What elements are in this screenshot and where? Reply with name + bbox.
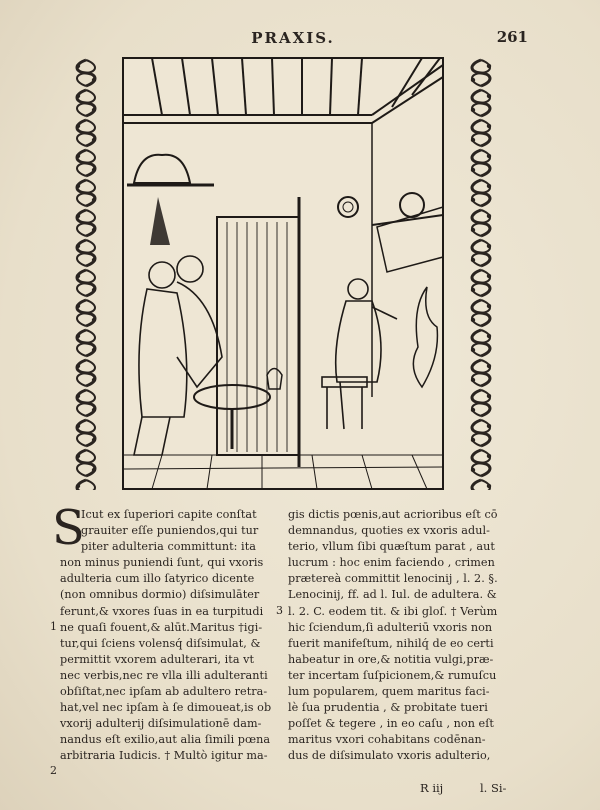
text-line: lucrum : hoc enim faciendo , crimen [288,556,495,570]
text-line: fuerit manifeſtum, nihilq́ de eo certi [288,636,494,650]
text-line: piter adulteria committunt: ita [81,540,256,554]
drop-capital: S [52,500,85,556]
text-line: terio, vllum ſibi quæſtum parat , aut [288,540,495,554]
text-line: obſiſtat,nec ipſam ab adultero retra- [60,685,268,699]
text-line: Lenocinij, ff. ad l. Iul. de adultera. & [288,588,497,602]
left-text-column [60,507,282,765]
margin-number: 2 [50,764,57,777]
text-line: vxorij adulterij diſsimulationē dam- [60,717,262,731]
text-line: nandus eſt exilio,aut alia ſimili pœna [60,733,271,747]
ornamental-border-right [465,58,497,490]
margin-number: 3 [276,604,283,617]
text-line: ferunt,& vxores ſuas in ea turpitudi [60,604,264,618]
text-line: poſſet & tegere , in eo caſu , non eſt [288,717,494,731]
text-line: hat,vel nec ipſam à ſe dimoueat,is ob [60,701,272,715]
signature-mark: R iij [420,781,444,795]
catchword: l. Si- [480,781,507,795]
text-line: ne quaſi fouent,& alūt.Maritus †igi- [60,620,263,634]
text-line: gis dictis pœnis,aut acrioribus eſt cō [288,508,498,521]
text-line: prætereà committit lenocinij , l. 2. §. [288,572,498,586]
text-line: demnandus, quoties ex vxoris adul- [288,524,490,538]
ornamental-border-left [70,58,102,490]
text-line: dus de diſsimulato vxoris adulterio, [288,749,491,763]
text-line: adulteria cum illo ſatyrico dicente [60,572,255,586]
text-line: (non omnibus dormio) diſsimulāter [60,588,260,602]
text-line: l. 2. C. eodem tit. & ibi gloſ. † Verùm [288,604,498,618]
text-line: permittit vxorem adulterari, ita vt [60,652,255,666]
text-line: grauiter eſſe puniendos,qui tur [81,524,259,538]
running-title: PRAXIS. [251,29,335,47]
text-line: Icut ex ſuperiori capite conſtat [81,508,257,521]
text-line: tur,qui ſciens volensq́ diſsimulat, & [60,636,261,650]
text-line: ter incertam ſuſpicionem,& rumuſcu [288,668,497,682]
woodcut-illustration [122,57,444,490]
margin-number: 1 [50,620,57,633]
text-line: maritus vxori cohabitans codēnan- [288,733,486,747]
text-line: lum popularem, quem maritus faci- [288,685,490,699]
text-line: hic ſciendum,ſi adulteriū vxoris non [288,620,493,634]
right-text-column [288,507,508,765]
text-line: non minus puniendi ſunt, qui vxoris [60,556,264,570]
text-line: arbitraria Iudicis. † Multò igitur ma- [60,749,268,763]
text-line: nec verbis,nec re vlla illi adulteranti [60,668,268,682]
page-number: 261 [496,28,528,46]
text-line: lè ſua prudentia , & probitate tueri [288,701,488,715]
text-line: habeatur in ore,& notitia vulgi,præ- [288,652,494,666]
